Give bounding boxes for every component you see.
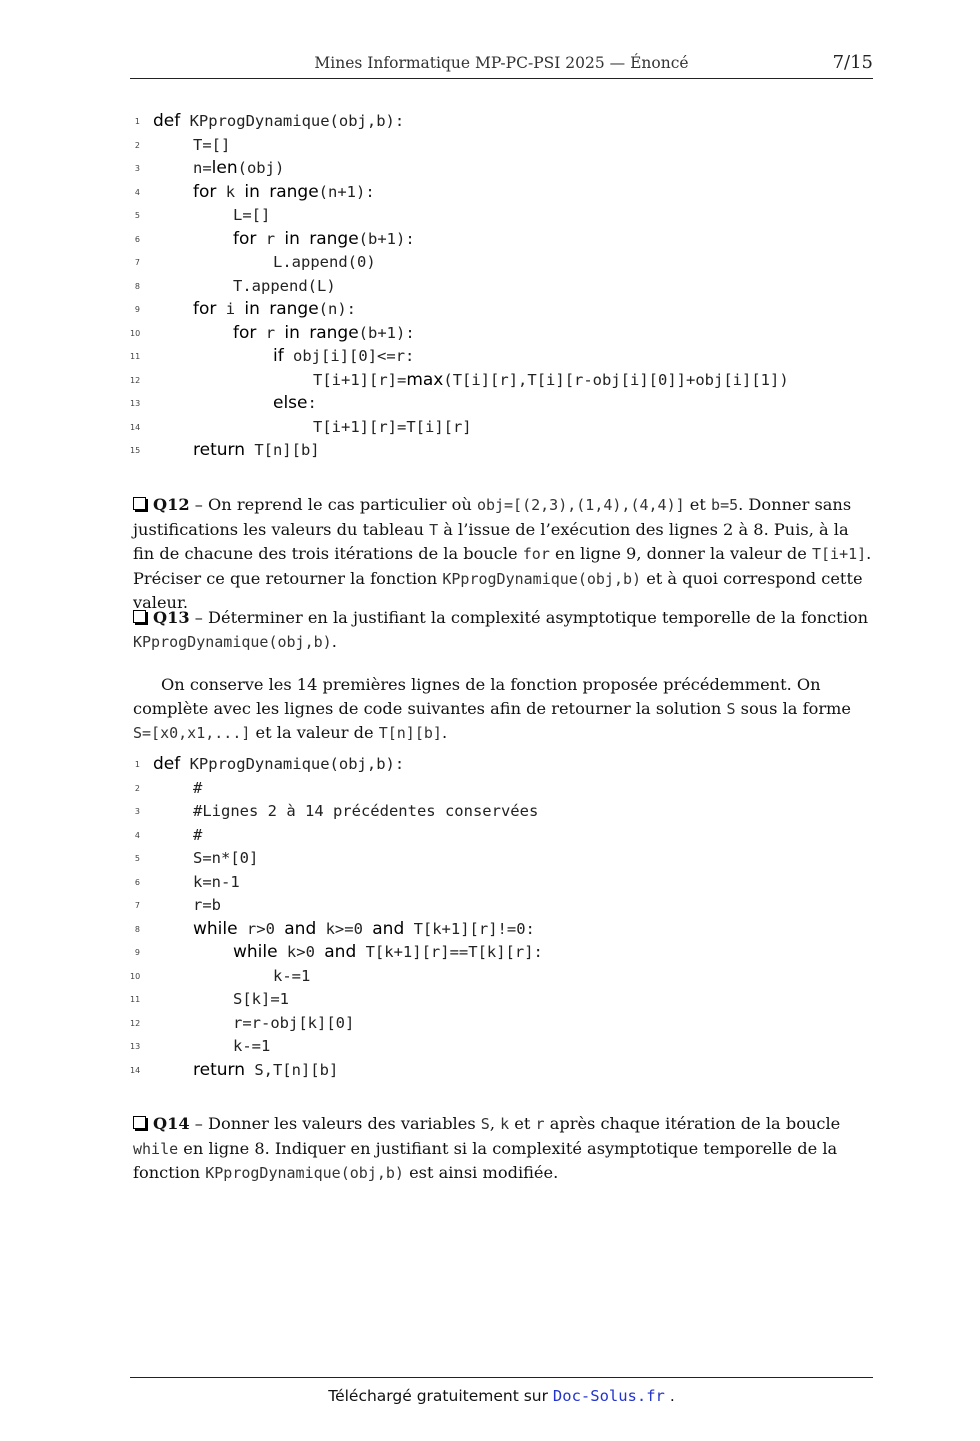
question-label: Q13 xyxy=(153,608,190,627)
inline-code: r xyxy=(535,1115,545,1133)
question-q12 xyxy=(133,493,873,615)
code-text xyxy=(233,275,336,299)
code-text xyxy=(273,392,317,416)
code-token: r>0 xyxy=(237,919,285,938)
code-keyword: and xyxy=(284,918,317,939)
inline-code: while xyxy=(133,1139,179,1158)
code-token: r=b xyxy=(193,896,221,914)
footer-end: . xyxy=(664,1387,675,1405)
code-text xyxy=(233,204,270,228)
header-title: Mines Informatique MP-PC-PSI 2025 — Énoncé xyxy=(314,54,689,72)
checkbox-square-icon xyxy=(133,1116,146,1129)
code-text xyxy=(193,181,375,205)
inline-code: S=[x0,x1,...] xyxy=(133,724,251,742)
code-text xyxy=(233,228,415,252)
text-run: . xyxy=(331,631,337,651)
code-token: k>0 xyxy=(277,943,325,961)
inline-code: b=5 xyxy=(711,496,739,514)
code-token: S,T[n][b] xyxy=(244,1060,339,1079)
code-token: : xyxy=(307,394,317,412)
code-text xyxy=(193,871,240,895)
code-token: k=n-1 xyxy=(193,872,240,891)
line-number: 15 xyxy=(130,446,141,455)
code-keyword: if xyxy=(273,346,284,366)
code-token: S=n*[0] xyxy=(193,849,259,867)
code-text xyxy=(193,298,356,322)
code-token: #Lignes 2 à 14 précédentes conservées xyxy=(193,802,539,820)
inline-code: for xyxy=(522,545,550,563)
footer-text xyxy=(130,1387,873,1405)
line-number: 14 xyxy=(130,1065,141,1075)
code-token: (n): xyxy=(318,300,356,318)
code-token: # xyxy=(193,825,203,844)
text-run: en ligne 8. Indiquer en justifiant si la complexité asymptotique temporelle de la fonction xyxy=(133,1138,838,1182)
code-token: k-=1 xyxy=(273,966,311,985)
code-keyword: in xyxy=(244,181,260,202)
code-text xyxy=(193,824,202,848)
code-token: (b+1): xyxy=(358,229,415,248)
code-text xyxy=(193,777,202,801)
line-number: 13 xyxy=(130,1042,141,1051)
code-text xyxy=(233,988,289,1012)
text-run: , xyxy=(489,1114,501,1133)
code-keyword: range xyxy=(309,228,359,249)
code-line xyxy=(130,110,870,134)
line-number: 12 xyxy=(130,375,141,385)
code-token: obj[i][0]<=r: xyxy=(283,347,415,365)
code-token: (T[i][r],T[i][r-obj[i][0]]+obj[i][1]) xyxy=(443,370,789,389)
code-token: (b+1): xyxy=(358,323,415,342)
code-keyword: return xyxy=(193,1059,245,1080)
code-keyword: def xyxy=(153,754,181,774)
code-token: T.append(L) xyxy=(233,276,336,295)
code-token xyxy=(300,324,309,342)
line-number: 10 xyxy=(130,328,141,338)
checkbox-square-icon xyxy=(133,497,146,510)
line-number: 6 xyxy=(134,877,140,887)
code-line xyxy=(130,204,870,228)
code-keyword: for xyxy=(193,181,217,202)
text-run: et xyxy=(684,495,712,514)
code-text xyxy=(273,251,376,275)
text-run: – Donner les valeurs des variables xyxy=(189,1114,481,1133)
inline-code: obj=[(2,3),(1,4),(4,4)] xyxy=(476,496,685,514)
code-keyword: return xyxy=(193,440,245,460)
code-text xyxy=(233,1012,354,1036)
code-text xyxy=(153,753,404,777)
footer-label: Téléchargé gratuitement sur xyxy=(328,1387,553,1405)
code-keyword: len xyxy=(211,158,238,178)
text-run: – On reprend le cas particulier où xyxy=(189,495,477,514)
code-keyword: range xyxy=(269,299,319,319)
code-keyword: in xyxy=(284,322,300,343)
code-text xyxy=(233,1035,270,1059)
code-keyword: and xyxy=(372,918,405,939)
code-text xyxy=(273,345,414,369)
code-line xyxy=(130,800,870,824)
page-header xyxy=(130,50,873,79)
code-line xyxy=(130,392,870,416)
code-listing-1 xyxy=(130,110,870,463)
code-line xyxy=(130,988,870,1012)
line-number: 3 xyxy=(134,807,140,816)
line-number: 2 xyxy=(134,783,140,793)
code-text xyxy=(193,894,221,918)
code-text xyxy=(193,134,230,158)
inline-code: KPprogDynamique(obj,b) xyxy=(133,632,332,651)
code-token: KPprogDynamique(obj,b): xyxy=(180,755,405,773)
code-keyword: range xyxy=(269,181,319,202)
checkbox-square-icon xyxy=(133,610,146,623)
inline-code: S xyxy=(726,699,736,718)
line-number: 14 xyxy=(130,422,141,432)
text-run: est ainsi modifiée. xyxy=(403,1163,559,1182)
code-keyword: for xyxy=(233,228,257,249)
text-run: On conserve les 14 premières lignes de la fonction proposée précédemment. On complète avec les lignes de code suivantes afin de retourner la solution xyxy=(133,675,821,718)
code-token: r=r-obj[k][0] xyxy=(233,1013,355,1032)
code-text xyxy=(153,110,404,134)
text-run: – Déterminer en la justifiant la complexité asymptotique temporelle de la fonction xyxy=(189,608,869,627)
text-run: . Donner sans justifications les valeurs du tableau xyxy=(133,495,852,539)
code-token: r xyxy=(256,323,285,342)
code-token: S[k]=1 xyxy=(233,990,289,1008)
code-line xyxy=(130,777,870,801)
code-keyword: while xyxy=(233,942,278,962)
code-listing-2 xyxy=(130,753,870,1082)
code-text xyxy=(233,941,543,965)
code-text xyxy=(193,918,535,942)
code-line xyxy=(130,298,870,322)
inline-code: T xyxy=(429,520,439,539)
code-keyword: while xyxy=(193,918,238,939)
text-run: . Préciser ce que retourner la fonction xyxy=(133,544,872,588)
code-line xyxy=(130,1059,870,1083)
code-text xyxy=(313,416,472,440)
code-token: L=[] xyxy=(233,206,271,224)
code-line xyxy=(130,416,870,440)
line-number: 7 xyxy=(134,901,140,910)
code-line xyxy=(130,753,870,777)
code-token: k>=0 xyxy=(316,919,373,938)
code-token: T[n][b] xyxy=(244,441,320,459)
code-line xyxy=(130,228,870,252)
code-token: k-=1 xyxy=(233,1037,271,1055)
doc-solus-link[interactable]: Doc-Solus.fr xyxy=(552,1387,665,1405)
inline-code: k xyxy=(500,1115,510,1133)
question-label: Q12 xyxy=(153,495,190,514)
line-number: 1 xyxy=(134,117,140,126)
page-number: 7/15 xyxy=(832,52,873,73)
line-number: 12 xyxy=(130,1018,141,1028)
line-number: 11 xyxy=(130,352,141,361)
code-text xyxy=(193,157,284,181)
code-token xyxy=(260,300,269,318)
code-line xyxy=(130,439,870,463)
code-keyword: and xyxy=(324,942,357,962)
line-number: 8 xyxy=(134,924,140,934)
code-text xyxy=(193,439,320,463)
inline-code: KPprogDynamique(obj,b) xyxy=(442,569,642,588)
text-run: sous la forme xyxy=(735,698,851,718)
intro-paragraph xyxy=(133,673,873,746)
code-keyword: in xyxy=(284,228,300,249)
code-token: (n+1): xyxy=(318,182,375,201)
line-number: 13 xyxy=(130,399,141,408)
code-token: L.append(0) xyxy=(273,253,376,271)
code-line xyxy=(130,847,870,871)
line-number: 2 xyxy=(134,140,140,150)
inline-code: KPprogDynamique(obj,b) xyxy=(205,1164,404,1182)
code-line xyxy=(130,894,870,918)
code-line xyxy=(130,345,870,369)
line-number: 7 xyxy=(134,258,140,267)
code-token xyxy=(300,230,309,248)
code-text xyxy=(313,369,789,393)
inline-code: T[i+1] xyxy=(811,545,867,563)
code-keyword: max xyxy=(406,369,444,390)
code-token: KPprogDynamique(obj,b): xyxy=(180,112,405,130)
text-run: . xyxy=(441,723,448,742)
code-line xyxy=(130,134,870,158)
line-number: 6 xyxy=(134,234,140,244)
code-line xyxy=(130,965,870,989)
code-line xyxy=(130,941,870,965)
question-q13 xyxy=(133,606,873,654)
code-token: k xyxy=(216,182,245,201)
code-line xyxy=(130,918,870,942)
code-line xyxy=(130,322,870,346)
inline-code: S xyxy=(480,1115,490,1133)
code-keyword: range xyxy=(309,322,359,343)
code-line xyxy=(130,824,870,848)
code-token: T[k+1][r]==T[k][r]: xyxy=(356,943,543,961)
code-text xyxy=(193,1059,338,1083)
code-line xyxy=(130,181,870,205)
question-label: Q14 xyxy=(153,1114,190,1133)
inline-code: T[n][b] xyxy=(378,724,442,742)
code-token: r xyxy=(256,229,285,248)
line-number: 9 xyxy=(134,948,140,957)
code-token: T=[] xyxy=(193,135,231,154)
text-run: et à quoi correspond cette valeur. xyxy=(133,568,863,612)
code-line xyxy=(130,251,870,275)
text-run: et xyxy=(509,1114,536,1133)
text-run: après chaque itération de la boucle xyxy=(544,1114,841,1133)
line-number: 9 xyxy=(134,305,140,314)
code-line xyxy=(130,275,870,299)
line-number: 4 xyxy=(134,830,140,840)
text-run: à l’issue de l’exécution des lignes 2 à 8. Puis, à la fin de chacune des trois itérations de la boucle xyxy=(133,519,849,563)
line-number: 5 xyxy=(134,854,140,863)
code-token: i xyxy=(216,300,245,318)
code-token: T[i+1][r]= xyxy=(313,370,407,389)
code-line xyxy=(130,157,870,181)
question-q14 xyxy=(133,1112,873,1186)
code-keyword: for xyxy=(193,299,217,319)
line-number: 4 xyxy=(134,187,140,197)
code-keyword: in xyxy=(244,299,260,319)
code-token: (obj) xyxy=(237,159,285,177)
line-number: 11 xyxy=(130,995,141,1004)
code-text xyxy=(233,322,415,346)
text-run: en ligne 9, donner la valeur de xyxy=(549,544,812,563)
page-footer xyxy=(130,1377,873,1405)
code-line xyxy=(130,1035,870,1059)
code-token xyxy=(260,183,269,201)
line-number: 3 xyxy=(134,164,140,173)
code-text xyxy=(193,800,538,824)
code-line xyxy=(130,871,870,895)
line-number: 10 xyxy=(130,971,141,981)
code-text xyxy=(193,847,258,871)
text-run: et la valeur de xyxy=(250,723,379,742)
line-number: 5 xyxy=(134,211,140,220)
code-keyword: for xyxy=(233,322,257,343)
code-token: n= xyxy=(193,159,212,177)
code-token: T[k+1][r]!=0: xyxy=(404,919,535,938)
line-number: 8 xyxy=(134,281,140,291)
code-text xyxy=(273,965,310,989)
code-token: T[i+1][r]=T[i][r] xyxy=(313,417,472,436)
code-line xyxy=(130,369,870,393)
code-keyword: def xyxy=(153,111,181,131)
line-number: 1 xyxy=(134,760,140,769)
code-keyword: else xyxy=(273,393,308,413)
code-line xyxy=(130,1012,870,1036)
code-token: # xyxy=(193,778,203,797)
